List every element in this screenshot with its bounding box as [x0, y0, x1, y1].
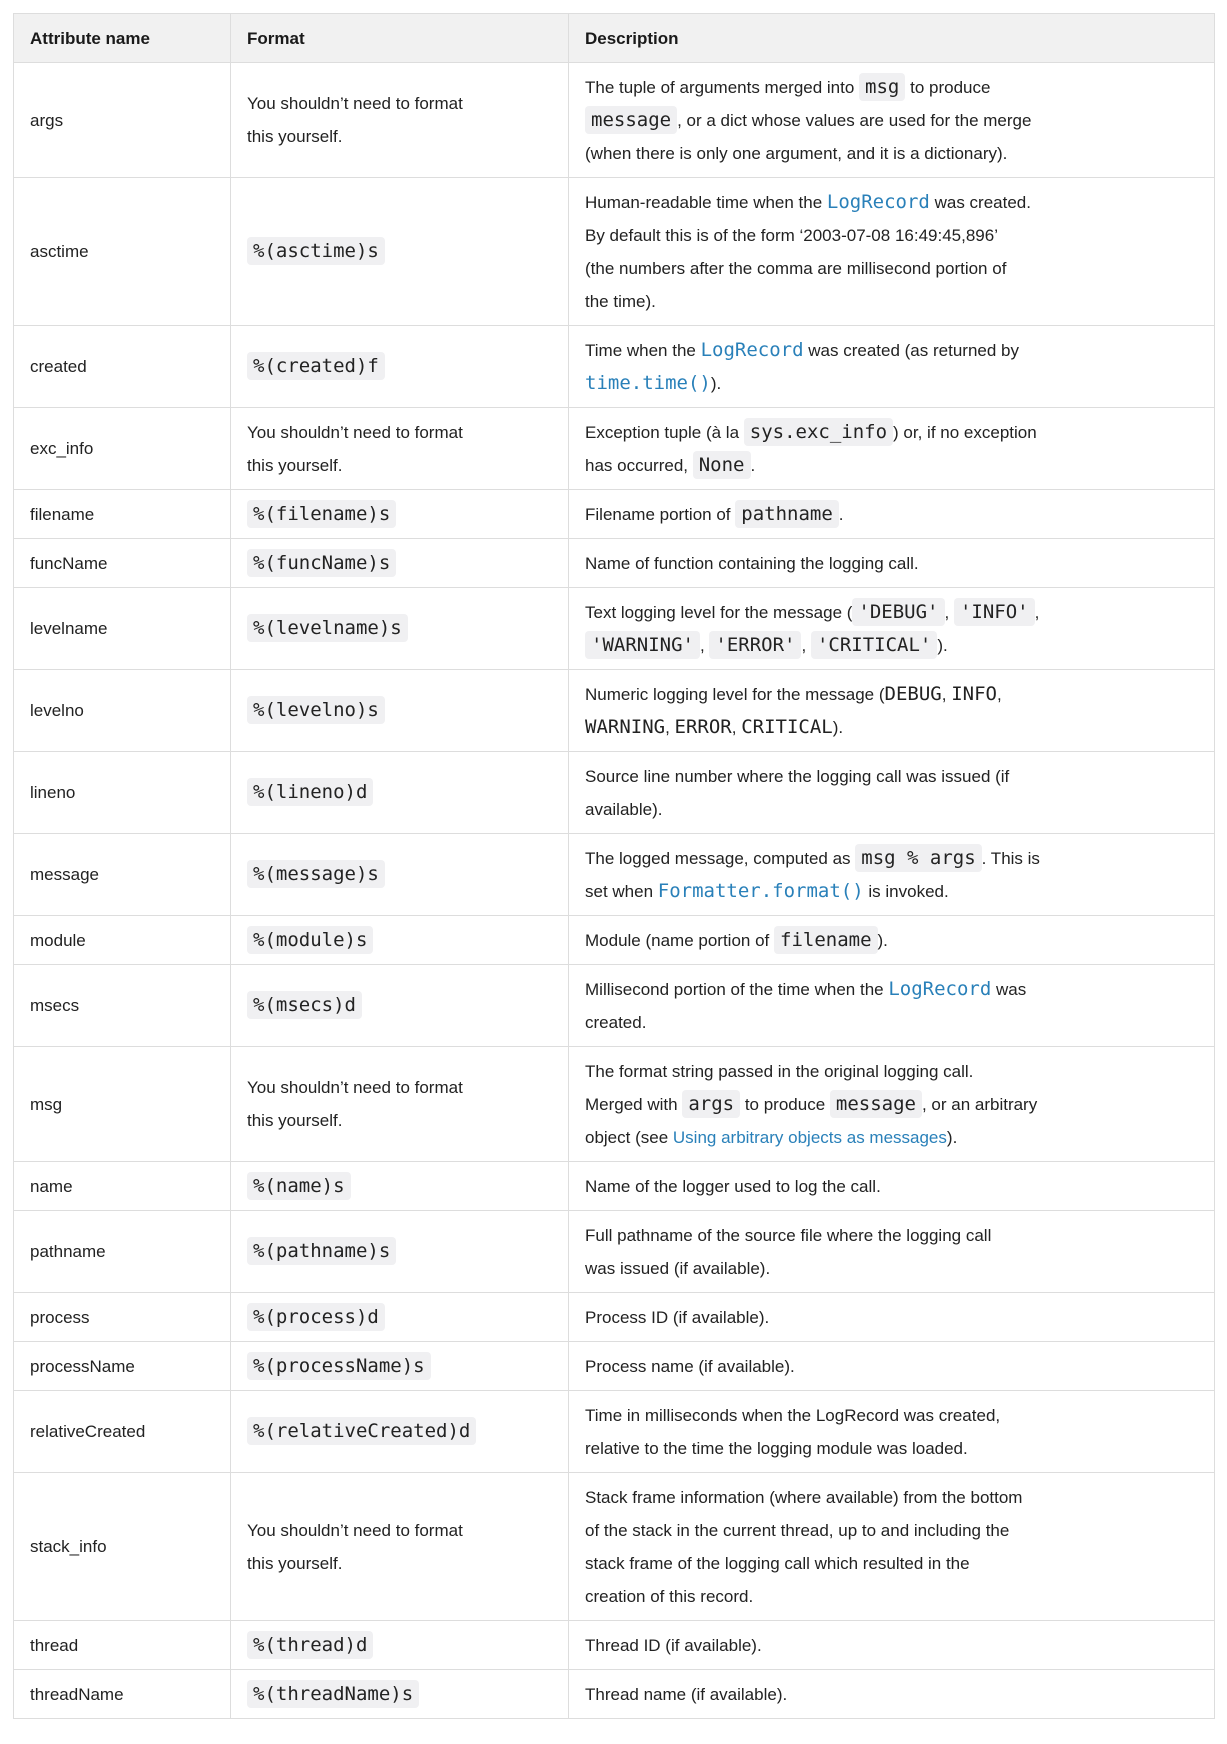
inline-code: %(created)f: [247, 352, 385, 380]
format-cell: [231, 1391, 569, 1473]
inline-code: message: [830, 1090, 922, 1118]
description-cell: [569, 965, 1215, 1047]
table-row: [14, 1473, 1215, 1621]
inline-code: %(msecs)d: [247, 991, 362, 1019]
text-segment: this yourself.: [247, 127, 343, 146]
description-cell: [569, 1047, 1215, 1162]
description-cell: [569, 326, 1215, 408]
attribute-name-cell: name: [14, 1162, 231, 1211]
format-cell: [231, 1342, 569, 1391]
text-segment: . This is: [981, 848, 1040, 868]
text-segment: ,: [801, 635, 811, 655]
text-segment: .: [838, 504, 844, 524]
table-row: [14, 1047, 1215, 1162]
text-segment: , or a dict whose values are used for the merge: [677, 110, 1032, 130]
attribute-name-cell: msg: [14, 1047, 231, 1162]
attribute-name-cell: levelno: [14, 670, 231, 752]
inline-code: %(processName)s: [247, 1352, 431, 1380]
attribute-name-cell: message: [14, 834, 231, 916]
text-segment: Thread name (if available).: [585, 1684, 788, 1704]
text-segment: Millisecond portion of the time when the: [585, 979, 889, 999]
attribute-name-cell: relativeCreated: [14, 1391, 231, 1473]
text-segment: ).: [946, 1127, 958, 1147]
inline-code: %(lineno)d: [247, 778, 373, 806]
table-row: [14, 408, 1215, 490]
inline-code: %(process)d: [247, 1303, 385, 1331]
inline-code: %(asctime)s: [247, 237, 385, 265]
attribute-name-cell: asctime: [14, 178, 231, 326]
text-segment: (the numbers after the comma are millisecond portion of: [585, 258, 1007, 278]
format-cell: [231, 1162, 569, 1211]
attribute-name-cell: module: [14, 916, 231, 965]
table-header: [14, 14, 1215, 63]
inline-code: %(levelno)s: [247, 696, 385, 724]
text-segment: Filename portion of: [585, 504, 736, 524]
attribute-name-cell: created: [14, 326, 231, 408]
attribute-name-cell: threadName: [14, 1670, 231, 1719]
link-formatter-format[interactable]: Formatter.format(): [657, 879, 864, 902]
table-row: [14, 670, 1215, 752]
text-segment: Text logging level for the message (: [585, 602, 853, 622]
description-cell: [569, 539, 1215, 588]
inline-code: filename: [774, 926, 878, 954]
description-cell: [569, 670, 1215, 752]
text-segment: By default this is of the form ‘2003-07-08 16:49:45,896’: [585, 225, 998, 245]
text-segment: stack frame of the logging call which resulted in the: [585, 1553, 970, 1573]
format-cell: [231, 1293, 569, 1342]
table-row: [14, 916, 1215, 965]
text-segment: was issued (if available).: [585, 1258, 771, 1278]
link-using-arbitrary-objects-as-messages[interactable]: Using arbitrary objects as messages: [672, 1127, 947, 1147]
inline-code: 'INFO': [954, 598, 1035, 626]
description-cell: [569, 752, 1215, 834]
inline-code: DEBUG: [884, 682, 942, 705]
text-segment: The tuple of arguments merged into: [585, 77, 860, 97]
text-segment: Name of the logger used to log the call.: [585, 1176, 881, 1196]
description-cell: [569, 1473, 1215, 1621]
table-row: [14, 1391, 1215, 1473]
text-segment: Full pathname of the source file where the logging call: [585, 1225, 992, 1245]
text-segment: Process name (if available).: [585, 1356, 795, 1376]
format-cell: [231, 834, 569, 916]
inline-code: args: [682, 1090, 740, 1118]
text-segment: Process ID (if available).: [585, 1307, 770, 1327]
description-cell: [569, 63, 1215, 178]
attribute-name-cell: exc_info: [14, 408, 231, 490]
header-row: [14, 14, 1215, 63]
inline-code: 'DEBUG': [852, 598, 944, 626]
description-cell: [569, 408, 1215, 490]
attribute-name-cell: levelname: [14, 588, 231, 670]
format-cell: [231, 916, 569, 965]
format-cell: [231, 178, 569, 326]
text-segment: ,: [1034, 602, 1040, 622]
text-segment: Exception tuple (à la: [585, 422, 744, 442]
inline-code: %(relativeCreated)d: [247, 1417, 476, 1445]
description-cell: [569, 1293, 1215, 1342]
attribute-name-cell: stack_info: [14, 1473, 231, 1621]
text-segment: .: [750, 455, 756, 475]
text-segment: has occurred,: [585, 455, 693, 475]
inline-code: %(name)s: [247, 1172, 351, 1200]
text-segment: this yourself.: [247, 455, 343, 475]
format-cell: [231, 1047, 569, 1162]
inline-code: 'CRITICAL': [811, 631, 937, 659]
table-row: [14, 63, 1215, 178]
inline-code: CRITICAL: [741, 715, 833, 738]
inline-code: None: [693, 451, 751, 479]
text-segment: You shouldn’t need to format: [247, 1520, 463, 1540]
table-row: [14, 834, 1215, 916]
text-segment: Human-readable time when the: [585, 192, 827, 212]
description-cell: [569, 1670, 1215, 1719]
attribute-name-cell: pathname: [14, 1211, 231, 1293]
text-segment: was created.: [929, 192, 1031, 212]
text-segment: ,: [665, 717, 675, 737]
description-cell: [569, 834, 1215, 916]
text-segment: ).: [877, 930, 888, 950]
text-segment: ) or, if no exception: [893, 422, 1037, 442]
format-cell: [231, 588, 569, 670]
inline-code: %(thread)d: [247, 1631, 373, 1659]
description-cell: [569, 1342, 1215, 1391]
text-segment: created.: [585, 1012, 647, 1032]
inline-code: %(pathname)s: [247, 1237, 396, 1265]
text-segment: this yourself.: [247, 1111, 343, 1130]
column-header-format: Format: [231, 14, 569, 63]
attribute-name-cell: thread: [14, 1621, 231, 1670]
table-row: [14, 178, 1215, 326]
text-segment: You shouldn’t need to format: [247, 1078, 463, 1097]
format-cell: [231, 1621, 569, 1670]
format-cell: [231, 752, 569, 834]
text-segment: to produce: [905, 77, 991, 97]
attribute-name-cell: filename: [14, 490, 231, 539]
link-logrecord[interactable]: LogRecord: [700, 338, 804, 361]
description-cell: [569, 588, 1215, 670]
text-segment: was: [991, 979, 1027, 999]
inline-code: 'ERROR': [709, 631, 801, 659]
inline-code: %(module)s: [247, 926, 373, 954]
table-row: [14, 1342, 1215, 1391]
table-row: [14, 965, 1215, 1047]
inline-code: INFO: [951, 682, 997, 705]
text-segment: creation of this record.: [585, 1586, 754, 1606]
text-segment: Thread ID (if available).: [585, 1635, 762, 1655]
text-segment: ,: [731, 717, 742, 737]
inline-code: pathname: [735, 500, 839, 528]
inline-code: %(threadName)s: [247, 1680, 419, 1708]
format-cell: [231, 1211, 569, 1293]
text-segment: ,: [699, 635, 710, 655]
link-logrecord[interactable]: LogRecord: [888, 977, 992, 1000]
text-segment: relative to the time the logging module was loaded.: [585, 1438, 968, 1458]
format-cell: [231, 965, 569, 1047]
link-time-time[interactable]: time.time(): [585, 371, 711, 394]
text-segment: Stack frame information (where available) from the bottom: [585, 1487, 1023, 1507]
description-cell: [569, 1211, 1215, 1293]
text-segment: ).: [937, 635, 948, 655]
table-body: [14, 63, 1215, 1719]
text-segment: Time in milliseconds when the LogRecord was created,: [585, 1405, 1001, 1425]
text-segment: of the stack in the current thread, up to and including the: [585, 1520, 1010, 1540]
attribute-name-cell: lineno: [14, 752, 231, 834]
text-segment: Time when the: [585, 340, 701, 360]
description-cell: [569, 1391, 1215, 1473]
text-segment: was created (as returned by: [803, 340, 1019, 360]
table-row: [14, 1162, 1215, 1211]
text-segment: ).: [710, 373, 722, 393]
link-logrecord[interactable]: LogRecord: [826, 190, 930, 213]
text-segment: ).: [832, 717, 844, 737]
attribute-name-cell: processName: [14, 1342, 231, 1391]
text-segment: the time).: [585, 291, 656, 311]
text-segment: Numeric logging level for the message (: [585, 684, 885, 704]
description-cell: [569, 1621, 1215, 1670]
text-segment: The format string passed in the original logging call.: [585, 1061, 974, 1081]
inline-code: 'WARNING': [585, 631, 700, 659]
table-row: [14, 588, 1215, 670]
description-cell: [569, 490, 1215, 539]
text-segment: to produce: [740, 1094, 830, 1114]
table-row: [14, 490, 1215, 539]
text-segment: available).: [585, 799, 663, 819]
text-segment: object (see: [585, 1127, 673, 1147]
text-segment: ,: [996, 684, 1002, 704]
inline-code: %(message)s: [247, 860, 385, 888]
inline-code: message: [585, 106, 677, 134]
attribute-name-cell: msecs: [14, 965, 231, 1047]
text-segment: is invoked.: [863, 881, 949, 901]
text-segment: Merged with: [585, 1094, 683, 1114]
inline-code: msg % args: [855, 844, 981, 872]
logrecord-attributes-table: [13, 13, 1215, 1719]
inline-code: %(filename)s: [247, 500, 396, 528]
table-row: [14, 1293, 1215, 1342]
text-segment: Name of function containing the logging call.: [585, 553, 919, 573]
inline-code: sys.exc_info: [744, 418, 893, 446]
text-segment: ,: [944, 602, 954, 622]
inline-code: msg: [859, 73, 905, 101]
format-cell: [231, 539, 569, 588]
table-row: [14, 1621, 1215, 1670]
table-row: [14, 752, 1215, 834]
table-row: [14, 539, 1215, 588]
text-segment: , or an arbitrary: [921, 1094, 1038, 1114]
table-row: [14, 1211, 1215, 1293]
text-segment: Module (name portion of: [585, 930, 774, 950]
inline-code: %(funcName)s: [247, 549, 396, 577]
text-segment: Source line number where the logging call was issued (if: [585, 766, 1010, 786]
text-segment: (when there is only one argument, and it is a dictionary).: [585, 143, 1008, 163]
format-cell: [231, 1670, 569, 1719]
format-cell: [231, 63, 569, 178]
inline-code: %(levelname)s: [247, 614, 408, 642]
attribute-name-cell: process: [14, 1293, 231, 1342]
attribute-name-cell: args: [14, 63, 231, 178]
inline-code: WARNING: [585, 715, 666, 738]
format-cell: [231, 670, 569, 752]
format-cell: [231, 490, 569, 539]
description-cell: [569, 916, 1215, 965]
column-header-attribute-name: Attribute name: [14, 14, 231, 63]
text-segment: You shouldn’t need to format: [247, 94, 463, 113]
format-cell: [231, 326, 569, 408]
text-segment: The logged message, computed as: [585, 848, 856, 868]
table-row: [14, 326, 1215, 408]
column-header-description: Description: [569, 14, 1215, 63]
text-segment: You shouldn’t need to format: [247, 422, 463, 442]
text-segment: ,: [941, 684, 952, 704]
text-segment: set when: [585, 881, 658, 901]
attribute-name-cell: funcName: [14, 539, 231, 588]
description-cell: [569, 178, 1215, 326]
inline-code: ERROR: [674, 715, 732, 738]
table-row: [14, 1670, 1215, 1719]
description-cell: [569, 1162, 1215, 1211]
format-cell: [231, 408, 569, 490]
text-segment: this yourself.: [247, 1553, 343, 1573]
format-cell: [231, 1473, 569, 1621]
